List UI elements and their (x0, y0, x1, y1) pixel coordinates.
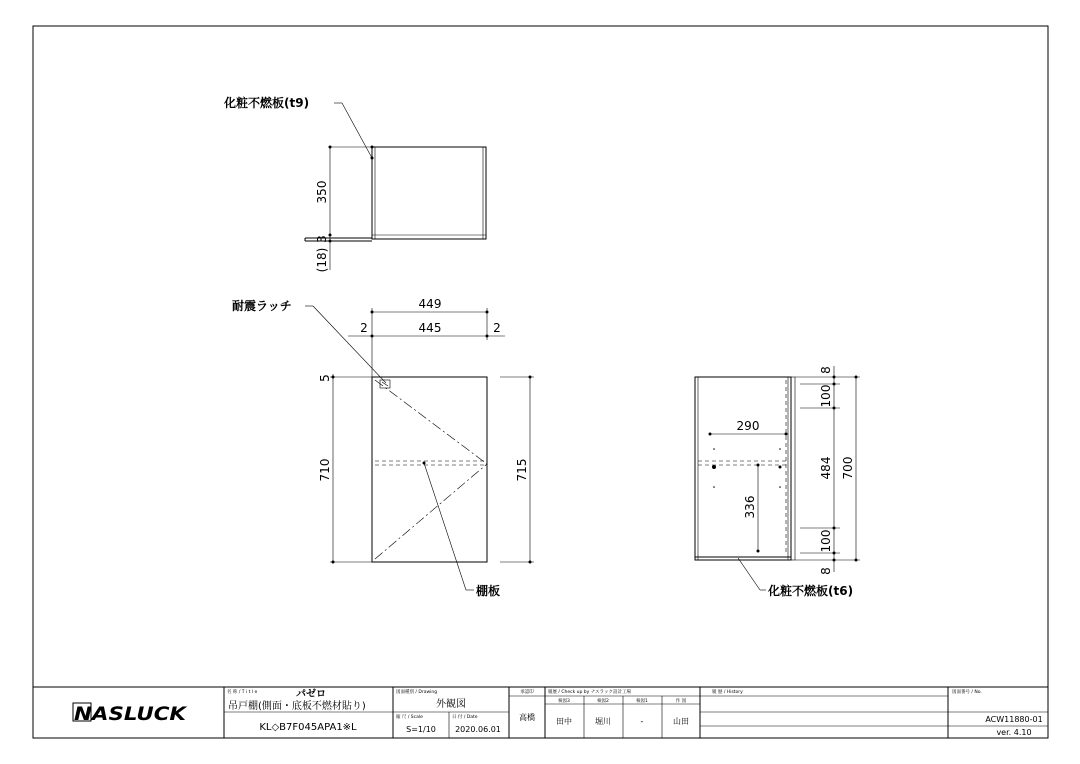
front-view-body (372, 377, 487, 562)
product-name: パゼロ (296, 689, 326, 700)
number-caption: 図面番号 / No. (952, 690, 982, 695)
front-view (232, 297, 534, 598)
dim-front-gap-left: 2 (360, 321, 368, 335)
dim-side-700: 700 (841, 456, 855, 480)
check-header-4: 作 図 (675, 699, 687, 704)
scale-caption: 縮 尺 / Scale (396, 715, 423, 720)
dim-side-336: 336 (743, 495, 757, 519)
check-header-2: 検図2 (597, 699, 609, 704)
dim-front-449: 449 (418, 297, 442, 311)
label-bottom-panel: 化粧不燃板(t6) (768, 584, 854, 598)
dim-side-8-top: 8 (819, 366, 833, 374)
label-seismic-latch: 耐震ラッチ (232, 299, 292, 313)
top-view (223, 95, 486, 272)
product-subtitle: 吊戸棚(側面・底板不燃材貼り) (228, 701, 366, 712)
title-caption: 名 称 / T i t l e (227, 690, 258, 695)
dim-side-290: 290 (736, 419, 760, 433)
check-value-3: - (640, 717, 644, 726)
title-block (33, 687, 1048, 738)
scale-value: S=1/10 (406, 725, 436, 734)
side-view (695, 366, 860, 598)
dim-top-18: (18) (315, 247, 329, 273)
dim-side-8-bottom: 8 (819, 567, 833, 575)
side-view-body (695, 377, 791, 560)
check-header-3: 検図1 (636, 699, 648, 704)
date-caption: 日 付 / Date (452, 715, 478, 720)
dim-front-gap-right: 2 (493, 321, 501, 335)
check-caption: 履歴 / Check up by ナスラック設計工場 (548, 690, 631, 695)
check-value-1: 田中 (556, 717, 572, 726)
history-caption: 履 歴 / History (712, 690, 743, 695)
drawing-number: ACW11880-01 (985, 715, 1043, 724)
top-view-body (372, 147, 486, 239)
label-top-panel: 化粧不燃板(t9) (224, 96, 310, 110)
approver: 高橋 (519, 713, 535, 722)
dim-side-100-bottom: 100 (819, 529, 833, 553)
date-value: 2020.06.01 (455, 725, 501, 734)
dim-front-445: 445 (418, 321, 442, 335)
dim-front-715: 715 (515, 458, 529, 482)
dim-top-350: 350 (315, 180, 329, 204)
sheet-border (33, 26, 1048, 738)
dim-front-710: 710 (318, 458, 332, 482)
version: ver. 4.10 (996, 728, 1032, 737)
dim-side-484: 484 (819, 456, 833, 480)
approval-caption: 承認印 (520, 690, 534, 695)
drawing-caption: 図面種別 / Drawing (396, 690, 438, 695)
label-shelf: 棚板 (476, 584, 501, 598)
check-value-4: 山田 (673, 717, 689, 726)
dim-front-5: 5 (318, 374, 332, 382)
dim-top-3: 3 (315, 235, 329, 243)
product-model: KL◇B7F045APA1※L (259, 722, 357, 733)
check-value-2: 堀川 (595, 717, 611, 726)
check-header-1: 検図3 (558, 699, 570, 704)
drawing-type: 外観図 (436, 699, 466, 710)
dim-side-100-top: 100 (819, 384, 833, 408)
nasluck-logo: NASLUCK (74, 703, 188, 725)
